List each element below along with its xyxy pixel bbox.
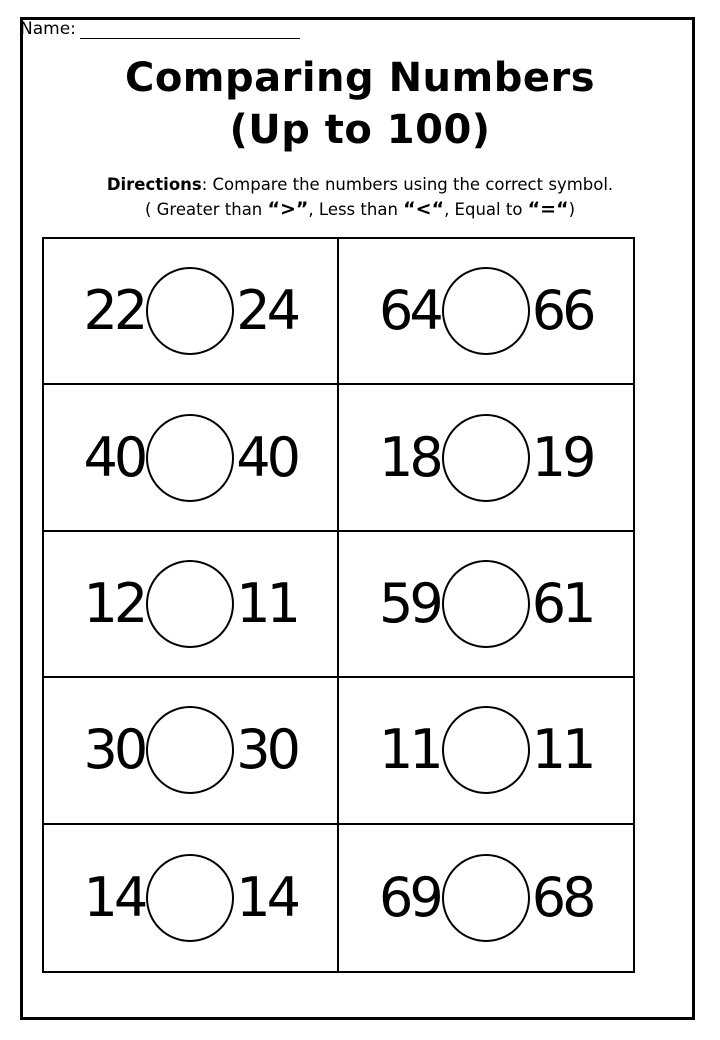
right-number: 11: [531, 718, 593, 782]
left-number: 30: [83, 718, 145, 782]
right-number: 14: [236, 865, 297, 929]
equal-symbol: “=“: [527, 198, 569, 220]
left-number: 18: [379, 425, 440, 489]
comparison-cell: [339, 825, 634, 971]
right-number: 68: [531, 865, 593, 929]
greater-than-label: ( Greater than: [144, 200, 268, 219]
comparison-cell: [339, 678, 634, 824]
left-number: 22: [83, 279, 145, 343]
answer-circle[interactable]: [146, 706, 234, 794]
answer-circle[interactable]: [146, 414, 234, 502]
right-number: 30: [236, 718, 297, 782]
directions: [0, 172, 720, 222]
comparison-cell: [44, 678, 339, 824]
comparison-cell: [44, 385, 339, 531]
comparison-grid: [42, 237, 635, 973]
right-number: 40: [236, 425, 297, 489]
answer-circle[interactable]: [146, 854, 234, 942]
answer-circle[interactable]: [146, 267, 234, 355]
name-field-line: [80, 20, 300, 39]
right-number: 61: [531, 571, 593, 635]
answer-circle[interactable]: [442, 706, 530, 794]
comparison-cell: [44, 825, 339, 971]
left-number: 11: [379, 718, 440, 782]
left-number: 12: [83, 571, 145, 635]
left-number: 64: [379, 279, 440, 343]
worksheet-title: Comparing Numbers: [124, 55, 596, 101]
right-number: 11: [236, 571, 297, 635]
comparison-cell: [44, 532, 339, 678]
name-label: Name:: [20, 19, 76, 39]
comparison-cell: [44, 239, 339, 385]
name-row: [20, 19, 300, 39]
greater-symbol: “>”: [267, 198, 309, 220]
directions-label: Directions: [106, 175, 202, 194]
answer-circle[interactable]: [442, 267, 530, 355]
less-symbol: “<“: [403, 198, 445, 220]
comparison-cell: [339, 239, 634, 385]
left-number: 40: [83, 425, 145, 489]
left-number: 14: [83, 865, 145, 929]
less-than-label: , Less than: [308, 200, 404, 219]
comparison-cell: [339, 385, 634, 531]
answer-circle[interactable]: [146, 560, 234, 648]
right-number: 24: [236, 279, 297, 343]
worksheet-subtitle: (Up to 100): [229, 107, 491, 153]
left-number: 59: [379, 571, 440, 635]
equal-to-label: , Equal to: [444, 200, 528, 219]
directions-line1: [0, 172, 720, 197]
answer-circle[interactable]: [442, 560, 530, 648]
answer-circle[interactable]: [442, 854, 530, 942]
right-number: 66: [531, 279, 593, 343]
comparison-cell: [339, 532, 634, 678]
directions-text: : Compare the numbers using the correct symbol.: [201, 175, 614, 194]
answer-circle[interactable]: [442, 414, 530, 502]
right-number: 19: [531, 425, 593, 489]
directions-close-paren: ): [568, 200, 576, 219]
left-number: 69: [379, 865, 440, 929]
directions-line2: [0, 197, 720, 222]
